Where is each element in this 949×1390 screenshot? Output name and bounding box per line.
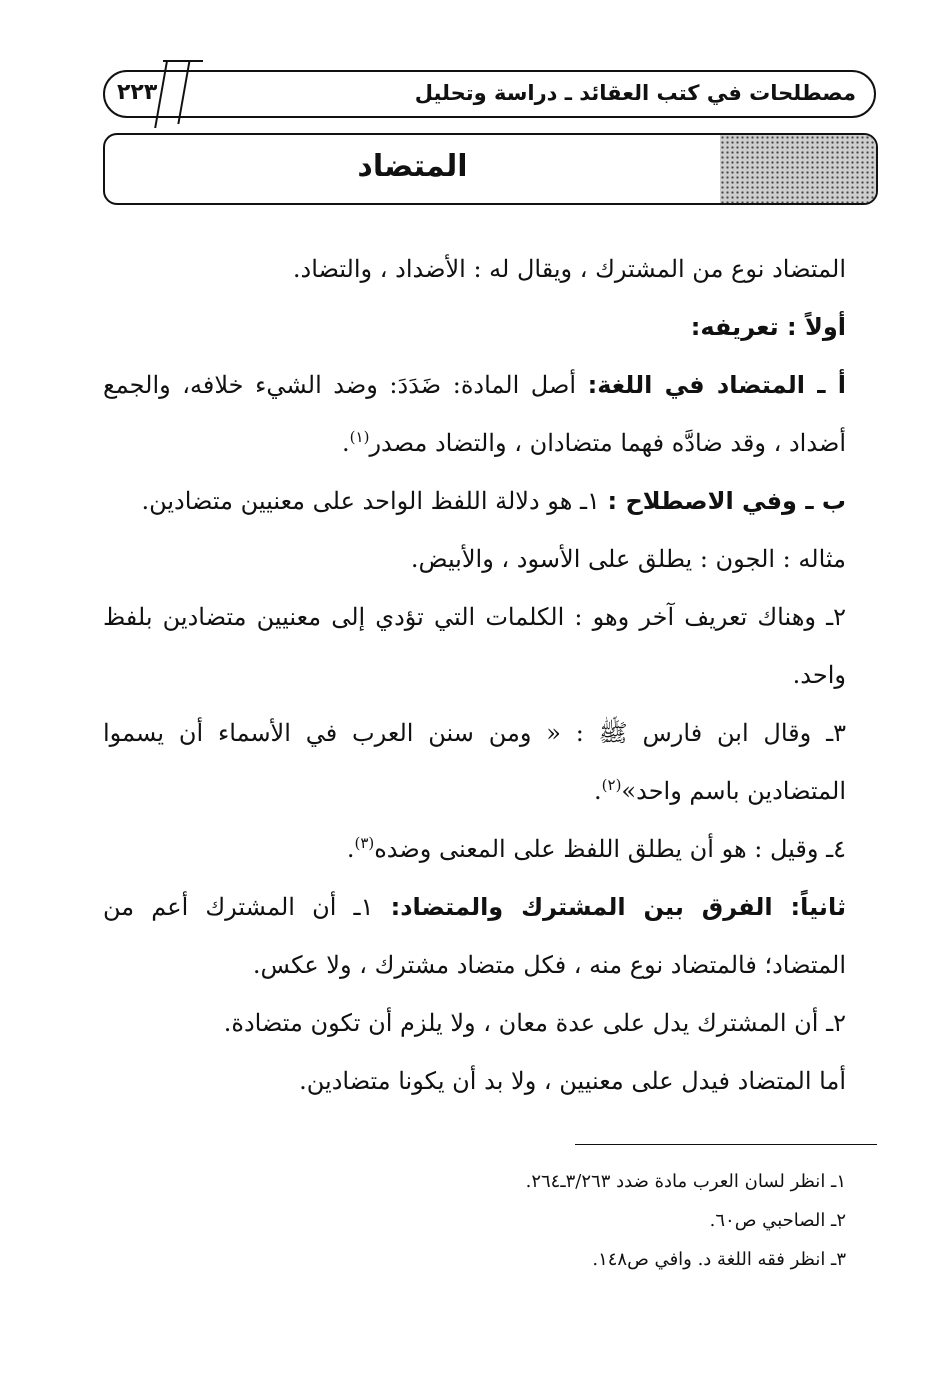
footnote-item: ٢ـ الصاحبي ص٦٠. [709, 1210, 846, 1231]
technical-label: ب ـ وفي الاصطلاح : [607, 487, 846, 515]
footnotes [103, 1162, 846, 1279]
footnote-item: ٣ـ انظر فقه اللغة د. وافي ص١٤٨. [592, 1249, 846, 1270]
third-definition: ٣ـ وقال ابن فارس ﷺ : « ومن سنن العرب في الأسماء أن يسموا المتضادين باسم واحد»$^{(٢)}$. [103, 719, 846, 805]
example-paragraph: مثاله : الجون : يطلق على الأسود ، والأبيض. [410, 545, 846, 573]
dotted-pattern-decoration [720, 135, 876, 203]
section-heading-definition: أولاً : تعريفه: [690, 313, 846, 341]
page-number: ٢٢٣ [117, 80, 158, 105]
linguistic-text: أصل المادة: ضَدَدَ: وضد الشيء خلافه، والجمع أضداد ، وقد ضادَّه فهما متضادان ، والتضاد مصدر [103, 371, 846, 457]
intro-paragraph: المتضاد نوع من المشترك ، ويقال له : الأضداد ، والتضاد. [292, 255, 846, 283]
running-header [103, 70, 876, 118]
fourth-definition-text: ٤ـ وقيل : هو أن يطلق اللفظ على المعنى وضده [374, 835, 846, 863]
third-definition-text: ٣ـ وقال ابن فارس ﷺ : « ومن سنن العرب في الأسماء أن يسموا المتضادين باسم واحد» [103, 719, 846, 805]
technical-text: ١ـ هو دلالة اللفظ الواحد على معنيين متضادين. [141, 487, 608, 515]
difference-second: ٢ـ أن المشترك يدل على عدة معان ، ولا يلزم أن تكون متضادة. [223, 1009, 846, 1037]
difference-text: ١ـ أن المشترك أعم من المتضاد؛ فالمتضاد نوع منه ، فكل متضاد مشترك ، ولا عكس. [103, 893, 846, 979]
difference-second-continued: أما المتضاد فيدل على معنيين ، ولا بد أن يكونا متضادين. [299, 1067, 846, 1095]
chapter-title: المتضاد [357, 149, 468, 184]
page-tab-divider [177, 60, 191, 124]
footnote-ref[interactable]: (٢) [601, 776, 622, 794]
chapter-title-box [103, 133, 878, 205]
fourth-definition: ٤ـ وقيل : هو أن يطلق اللفظ على المعنى وضده$^{(٣)}$. [346, 834, 846, 863]
difference-paragraph [103, 878, 846, 994]
page-tab-border [163, 60, 203, 62]
difference-label: ثانياً: الفرق بين المشترك والمتضاد: [390, 893, 846, 921]
footnote-ref[interactable]: (١) [349, 428, 370, 446]
footnote-ref[interactable]: (٣) [354, 834, 375, 852]
second-definition: ٢ـ وهناك تعريف آخر وهو : الكلمات التي تؤدي إلى معنيين متضادين بلفظ واحد. [103, 603, 846, 689]
linguistic-label: أ ـ المتضاد في اللغة: [587, 371, 846, 399]
body-text [103, 240, 846, 1110]
technical-definition [103, 472, 846, 530]
footnote-item: ١ـ انظر لسان العرب مادة ضدد ٣/٢٦٣ـ٢٦٤. [525, 1171, 846, 1192]
linguistic-definition: أ ـ المتضاد في اللغة: أصل المادة: ضَدَدَ: وضد الشيء خلافه، والجمع أضداد ، وقد ضادَّه فهما متضادان ، والتضاد مصدر$^{(١)}$. [103, 371, 846, 457]
book-title: مصطلحات في كتب العقائد ـ دراسة وتحليل [414, 81, 856, 105]
footnote-separator [575, 1144, 877, 1145]
